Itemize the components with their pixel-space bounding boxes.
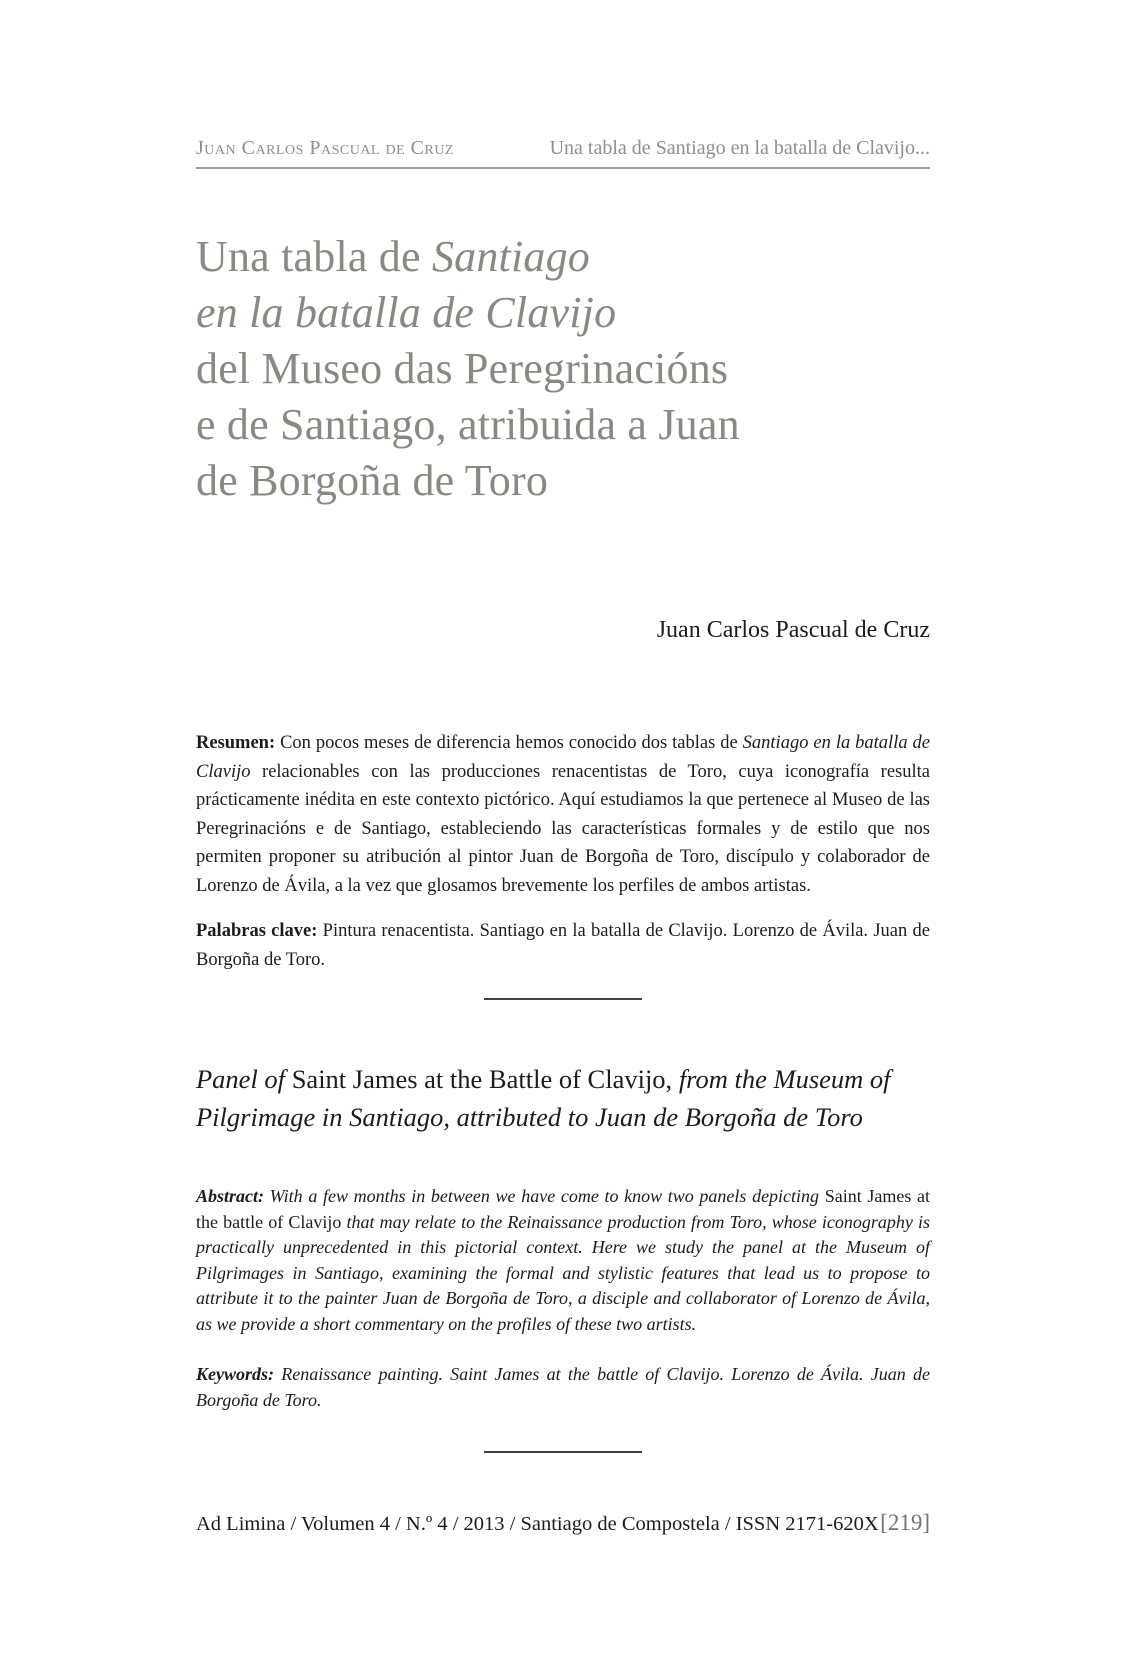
text-segment: en la batalla de Clavijo bbox=[196, 288, 617, 337]
article-title-line bbox=[196, 453, 930, 509]
text-segment: Santiago en la batalla de Clavijo bbox=[196, 733, 930, 782]
section-divider bbox=[484, 998, 642, 1000]
author-byline: Juan Carlos Pascual de Cruz bbox=[656, 617, 930, 643]
running-header bbox=[196, 136, 930, 169]
text-segment: Renaissance painting. Saint James at the battle of Clavijo. Lorenzo de Ávila. Juan de Borgoña de Toro. bbox=[196, 1364, 930, 1410]
keywords-paragraph bbox=[196, 1362, 930, 1413]
text-segment: Resumen: bbox=[196, 733, 276, 753]
english-title bbox=[196, 1060, 930, 1136]
running-header-author: Juan Carlos Pascual de Cruz bbox=[196, 137, 454, 159]
footer-journal-line: Ad Limina / Volumen 4 / N.º 4 / 2013 / Santiago de Compostela / ISSN 2171-620X bbox=[196, 1513, 879, 1535]
text-segment: relacionables con las producciones renacentistas de Toro, cuya iconografía resulta prácticamente inédita en este contexto pictórico. Aquí estudiamos la que pertenece al Museo de las Peregrinacións e de Santiago, estableciendo las características formales y de estilo que nos permiten proponer su atribución al pintor Juan de Borgoña de Toro, discípulo y colaborador de Lorenzo de Ávila, a la vez que glosamos brevemente los perfiles de ambos artistas. bbox=[196, 761, 930, 896]
text-segment: from the Museum of Pilgrimage in Santiago, attributed to Juan de Borgoña de Toro bbox=[196, 1064, 891, 1132]
text-segment: Abstract: bbox=[196, 1186, 265, 1206]
text-segment: Keywords: bbox=[196, 1364, 274, 1384]
text-segment: that may relate to the Reinaissance production from Toro, whose iconography is practically unprecedented in this pictorial context. Here we study the panel at the Museum of Pilgrimages in Santiago, examining the formal and stylistic features that lead us to propose to attribute it to the painter Juan de Borgoña de Toro, a disciple and collaborator of Lorenzo de Ávila, as we provide a short commentary on the profiles of these two artists. bbox=[196, 1211, 931, 1334]
text-segment: Una tabla de bbox=[196, 232, 432, 281]
text-segment: del Museo das Peregrinacións bbox=[196, 344, 729, 393]
section-divider bbox=[484, 1451, 642, 1453]
article-title-line bbox=[196, 341, 930, 397]
abstract-paragraph bbox=[196, 1184, 930, 1337]
article-title-line bbox=[196, 397, 930, 453]
page-footer bbox=[196, 1510, 930, 1536]
running-header-title: Una tabla de Santiago en la batalla de Clavijo... bbox=[549, 137, 930, 159]
article-title-line bbox=[196, 229, 930, 285]
text-segment: Panel of bbox=[196, 1064, 292, 1094]
text-segment: Santiago bbox=[431, 232, 591, 281]
resumen-paragraph bbox=[196, 729, 930, 900]
text-segment: Saint James at the Battle of Clavijo, bbox=[291, 1064, 679, 1094]
text-segment: Saint James at the battle of Clavijo bbox=[196, 1186, 930, 1232]
text-segment: e de Santiago, atribuida a Juan bbox=[196, 400, 740, 449]
text-segment: Con pocos meses de diferencia hemos conocido dos tablas de bbox=[275, 733, 743, 753]
text-segment: de Borgoña de Toro bbox=[196, 456, 549, 505]
footer-page-number: [219] bbox=[880, 1510, 930, 1535]
text-segment: With a few months in between we have come to know two panels depicting bbox=[264, 1186, 825, 1206]
article-title-line bbox=[196, 285, 930, 341]
palabras-clave-paragraph bbox=[196, 917, 930, 974]
text-segment: Palabras clave: bbox=[196, 921, 318, 941]
text-segment: Pintura renacentista. Santiago en la batalla de Clavijo. Lorenzo de Ávila. Juan de Borgoña de Toro. bbox=[196, 921, 930, 970]
article-title bbox=[196, 229, 930, 509]
